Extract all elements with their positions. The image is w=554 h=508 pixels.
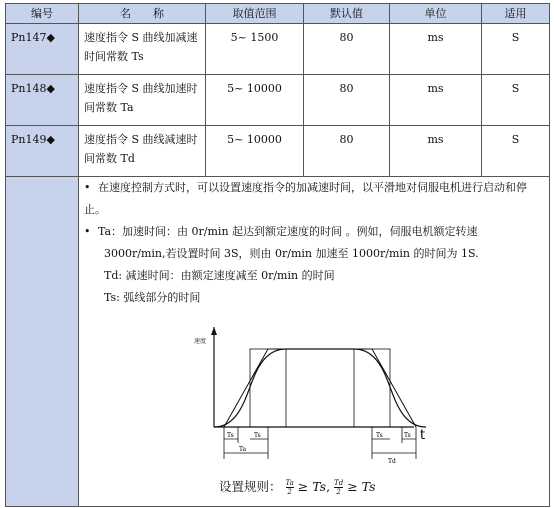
note-ta: • Ta：加速时间：由 0r/min 起达到额定速度的时间 。例如，伺服电机额定转速 — [84, 221, 544, 243]
diamond-icon: ◆ — [46, 82, 55, 95]
trapezoid-profile — [224, 349, 416, 427]
bullet: • — [84, 181, 91, 194]
ts-label: Ts — [227, 432, 234, 439]
table-row — [6, 24, 550, 75]
param-id: Pn149◆ — [6, 126, 79, 177]
param-default: 80 — [304, 75, 390, 126]
ts-rect-left — [250, 349, 286, 427]
param-apply: S — [482, 24, 550, 75]
note-td: Td: 减速时间：由额定速度减至 0r/min 的时间 — [104, 269, 335, 282]
ta-label: Ta — [239, 446, 247, 453]
notes-row — [6, 177, 550, 507]
notes-cell — [79, 177, 550, 507]
ts-label: Ts — [254, 432, 261, 439]
param-unit: ms — [390, 126, 482, 177]
setting-rule: 设置规则： $\frac{Ta}{2}$ ≥ Ts, $\frac{Td}{2}$ ≥ Ts — [219, 479, 376, 496]
y-axis-label: 速度 — [194, 338, 207, 345]
header-apply: 适用 — [482, 4, 550, 24]
param-name: 速度指令 S 曲线减速时间常数 Td — [79, 126, 206, 177]
td-over-2: $\frac{Td}{2}$ — [334, 479, 344, 496]
param-range: 5~ 1500 — [206, 24, 304, 75]
header-unit: 单位 — [390, 4, 482, 24]
note-ts: Ts: 弧线部分的时间 — [104, 291, 201, 304]
note-accel-decel: • 在速度控制方式时，可以设置速度指令的加减速时间，以平滑地对伺服电机进行启动和停止。 — [84, 177, 544, 221]
param-range: 5~ 10000 — [206, 75, 304, 126]
x-axis-label: t — [420, 428, 426, 443]
parameter-table — [5, 3, 550, 507]
param-default: 80 — [304, 24, 390, 75]
td-label: Td — [388, 458, 396, 465]
header-range: 取值范围 — [206, 4, 304, 24]
header-row — [6, 4, 550, 24]
diamond-icon: ◆ — [46, 133, 55, 146]
param-id: Pn148◆ — [6, 75, 79, 126]
param-apply: S — [482, 126, 550, 177]
y-axis-arrow — [211, 327, 217, 335]
ts-label: Ts — [376, 432, 383, 439]
notes-label-cell — [6, 177, 79, 507]
param-apply: S — [482, 75, 550, 126]
ta-over-2: $\frac{Ta}{2}$ — [285, 479, 294, 496]
diamond-icon: ◆ — [46, 31, 55, 44]
param-name: 速度指令 S 曲线加速时间常数 Ta — [79, 75, 206, 126]
header-name: 名 称 — [79, 4, 206, 24]
rule-prefix: 设置规则： — [219, 479, 282, 494]
param-default: 80 — [304, 126, 390, 177]
param-id: Pn147◆ — [6, 24, 79, 75]
param-range: 5~ 10000 — [206, 126, 304, 177]
note-ta-example: 3000r/min,若设置时间 3S，则由 0r/min 加速至 1000r/min 的时间为 1S. — [104, 247, 479, 260]
rule-ge-ts: ≥ Ts — [297, 479, 327, 494]
bullet: • — [84, 225, 91, 238]
table-row — [6, 126, 550, 177]
header-id: 编号 — [6, 4, 79, 24]
param-name: 速度指令 S 曲线加减速时间常数 Ts — [79, 24, 206, 75]
ts-label: Ts — [404, 432, 411, 439]
table-row — [6, 75, 550, 126]
ts-rect-right — [354, 349, 390, 427]
header-default: 默认值 — [304, 4, 390, 24]
rule-ge-ts: ≥ Ts — [347, 479, 376, 494]
param-unit: ms — [390, 75, 482, 126]
param-unit: ms — [390, 24, 482, 75]
s-curve-diagram — [194, 327, 434, 475]
